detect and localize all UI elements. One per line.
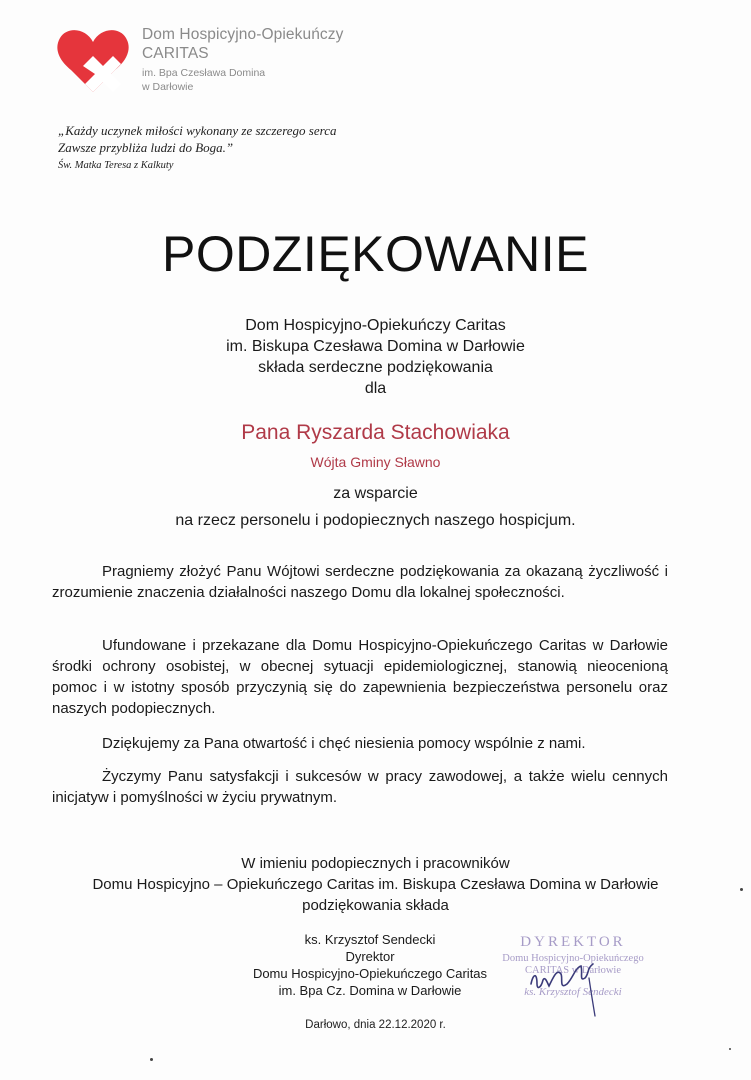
stamp-line2: CARITAS w Darłowie <box>525 965 621 976</box>
quote-line1: „Każdy uczynek miłości wykonany ze szczerego serca <box>58 123 337 138</box>
quote-block <box>58 122 336 174</box>
document-date: Darłowo, dnia 22.12.2020 r. <box>305 1019 446 1031</box>
body-paragraph-4: Życzymy Panu satysfakcji i sukcesów w pracy zawodowej, a także wielu cennych inicjatyw i pomyślności w życiu prywatnym. <box>52 768 668 806</box>
intro-line2: im. Biskupa Czesława Domina w Darłowie <box>226 338 525 355</box>
signatory-org-line2: im. Bpa Cz. Domina w Darłowie <box>278 983 462 998</box>
signatory-block <box>220 931 520 999</box>
stamp-name: ks. Krzysztof Sendecki <box>524 986 622 998</box>
quote-author: Św. Matka Teresa z Kalkuty <box>58 160 174 171</box>
signatory-org-line1: Domu Hospicyjno-Opiekuńczego Caritas <box>252 966 488 981</box>
quote-line2: Zawsze przybliża ludzi do Boga.” <box>58 140 234 155</box>
stamp-line1: Domu Hospicyjno-Opiekuńczego <box>502 953 644 964</box>
stamp-title: DYREKTOR <box>520 934 626 950</box>
handwritten-signature-icon <box>523 938 603 1018</box>
intro-block <box>0 315 751 399</box>
scan-speck <box>150 1058 153 1061</box>
closing-line2: Domu Hospicyjno – Opiekuńczego Caritas im. Biskupa Czesława Domina w Darłowie <box>92 876 659 893</box>
intro-line4: dla <box>364 380 387 397</box>
organization-header <box>142 25 344 94</box>
scan-speck <box>740 888 743 891</box>
intro-line3: składa serdeczne podziękowania <box>258 359 493 376</box>
heart-cross-logo-icon <box>53 22 133 100</box>
recipient-name: Pana Ryszarda Stachowiaka <box>241 421 510 444</box>
body-paragraph-3: Dziękujemy za Pana otwartość i chęć niesienia pomocy wspólnie z nami. <box>102 735 586 752</box>
body-paragraph-1: Pragniemy złożyć Panu Wójtowi serdeczne podziękowania za okazaną życzliwość i zrozumienie znaczenia działalności naszego Domu dla lokalnej społeczności. <box>52 563 668 601</box>
recipient-title: Wójta Gminy Sławno <box>310 454 441 470</box>
signatory-role: Dyrektor <box>345 949 395 964</box>
signatory-name: ks. Krzysztof Sendecki <box>304 932 436 947</box>
org-name-line2: CARITAS <box>142 45 209 62</box>
document-title: PODZIĘKOWANIE <box>162 226 589 282</box>
org-sub-line2: w Darłowie <box>142 81 194 93</box>
closing-block <box>0 853 751 916</box>
body-paragraph-2: Ufundowane i przekazane dla Domu Hospicyjno-Opiekuńczego Caritas w Darłowie środki ochrony osobistej, w obecnej sytuacji epidemiologicznej, stanowią nieocenioną pomoc i w istotny sposób przyczynią się do zapewnienia bezpieczeństwa personelu oraz naszych podopiecznych. <box>52 637 668 717</box>
director-stamp <box>488 928 668 1028</box>
reason-line1: za wsparcie <box>333 485 418 502</box>
org-name-line1: Dom Hospicyjno-Opiekuńczy <box>142 26 344 43</box>
closing-line3: podziękowania składa <box>302 897 449 914</box>
reason-line2: na rzecz personelu i podopiecznych naszego hospicjum. <box>175 512 576 529</box>
closing-line1: W imieniu podopiecznych i pracowników <box>241 855 510 872</box>
scan-speck <box>729 1048 731 1050</box>
intro-line1: Dom Hospicyjno-Opiekuńczy Caritas <box>245 317 506 334</box>
org-sub-line1: im. Bpa Czesława Domina <box>142 67 266 79</box>
